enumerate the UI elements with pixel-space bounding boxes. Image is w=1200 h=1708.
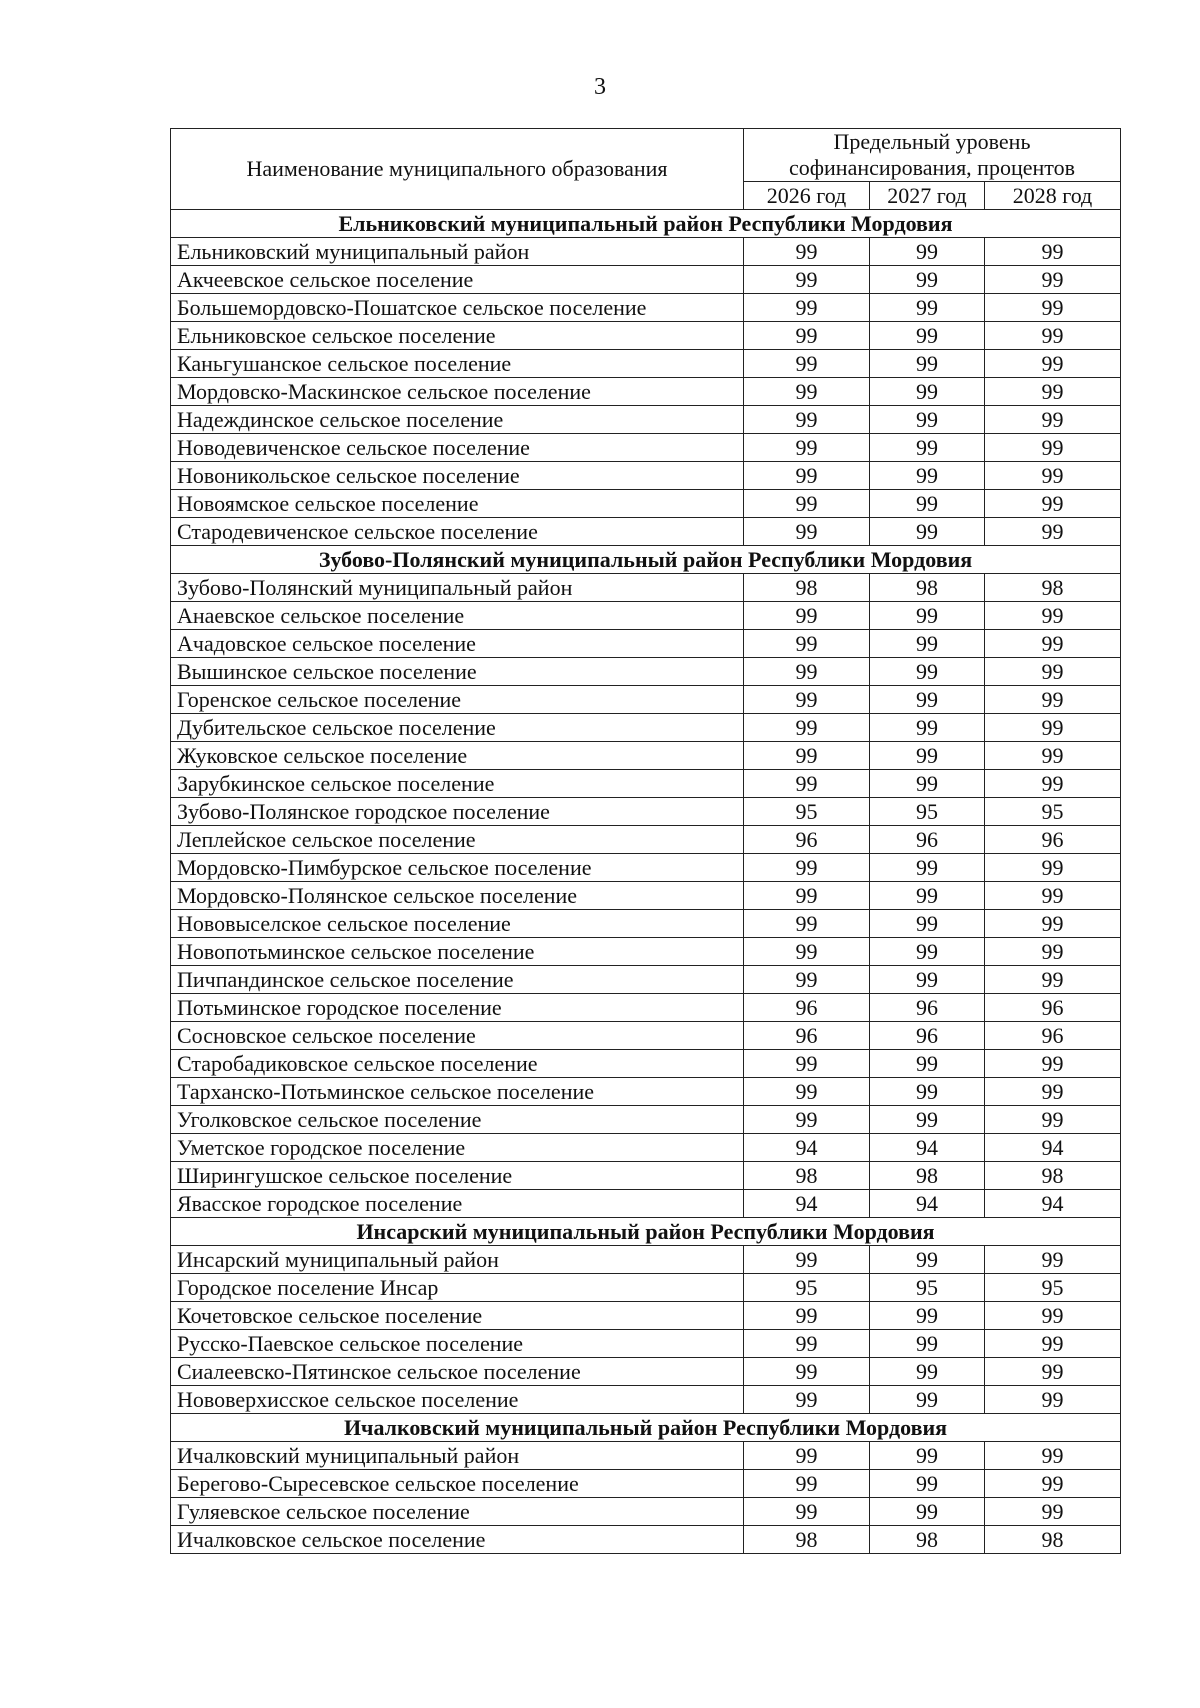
table-row [171,966,1121,994]
table-row [171,630,1121,658]
value-2026: 94 [744,1190,870,1218]
value-2026: 98 [744,1526,870,1554]
value-2027: 99 [870,1302,985,1330]
value-2027: 94 [870,1190,985,1218]
value-2027: 99 [870,966,985,994]
header-level-column: Предельный уровень софинансирования, процентов [744,129,1121,182]
table-row [171,462,1121,490]
value-2026: 99 [744,1106,870,1134]
value-2027: 99 [870,882,985,910]
value-2027: 99 [870,658,985,686]
value-2027: 99 [870,518,985,546]
value-2027: 99 [870,1386,985,1414]
value-2028: 99 [985,406,1121,434]
value-2028: 99 [985,378,1121,406]
value-2026: 96 [744,994,870,1022]
value-2028: 96 [985,826,1121,854]
municipality-name: Каньгушанское сельское поселение [171,350,744,378]
value-2027: 99 [870,434,985,462]
table-row [171,294,1121,322]
municipality-name: Ельниковское сельское поселение [171,322,744,350]
value-2026: 99 [744,686,870,714]
value-2028: 99 [985,1358,1121,1386]
value-2028: 99 [985,294,1121,322]
value-2028: 99 [985,966,1121,994]
value-2027: 99 [870,266,985,294]
municipality-name: Новодевиченское сельское поселение [171,434,744,462]
table-row [171,770,1121,798]
table-row [171,602,1121,630]
table-row [171,714,1121,742]
value-2026: 99 [744,966,870,994]
table-body [171,210,1121,1554]
value-2028: 99 [985,742,1121,770]
value-2026: 99 [744,378,870,406]
section-title: Зубово-Полянский муниципальный район Республики Мордовия [171,546,1121,574]
value-2028: 99 [985,770,1121,798]
table-row [171,322,1121,350]
value-2026: 99 [744,630,870,658]
value-2026: 99 [744,294,870,322]
value-2027: 98 [870,1162,985,1190]
value-2026: 99 [744,322,870,350]
table-row [171,1106,1121,1134]
municipality-name: Инсарский муниципальный район [171,1246,744,1274]
value-2026: 99 [744,1498,870,1526]
municipality-name: Кочетовское сельское поселение [171,1302,744,1330]
municipality-name: Городское поселение Инсар [171,1274,744,1302]
municipality-name: Новоникольское сельское поселение [171,462,744,490]
table-row [171,1442,1121,1470]
value-2027: 99 [870,714,985,742]
table-row [171,1190,1121,1218]
municipality-name: Мордовско-Пимбурское сельское поселение [171,854,744,882]
value-2027: 99 [870,686,985,714]
municipality-name: Стародевиченское сельское поселение [171,518,744,546]
value-2028: 94 [985,1190,1121,1218]
table-row [171,574,1121,602]
section-header-row [171,1218,1121,1246]
value-2028: 98 [985,574,1121,602]
value-2026: 99 [744,350,870,378]
table-row [171,238,1121,266]
value-2028: 99 [985,630,1121,658]
value-2028: 99 [985,658,1121,686]
municipality-name: Явасское городское поселение [171,1190,744,1218]
value-2028: 99 [985,1078,1121,1106]
value-2027: 99 [870,406,985,434]
municipality-name: Леплейское сельское поселение [171,826,744,854]
table-row [171,1274,1121,1302]
table-row [171,882,1121,910]
table-row [171,434,1121,462]
value-2027: 99 [870,322,985,350]
header-year-2027: 2027 год [870,182,985,210]
value-2028: 99 [985,322,1121,350]
value-2028: 98 [985,1162,1121,1190]
municipality-name: Ичалковское сельское поселение [171,1526,744,1554]
municipality-name: Новопотьминское сельское поселение [171,938,744,966]
municipality-name: Ширингушское сельское поселение [171,1162,744,1190]
value-2027: 96 [870,826,985,854]
section-title: Ельниковский муниципальный район Республики Мордовия [171,210,1121,238]
table-row [171,1162,1121,1190]
header-row [171,129,1121,182]
value-2026: 99 [744,910,870,938]
value-2028: 96 [985,1022,1121,1050]
value-2028: 98 [985,1526,1121,1554]
value-2026: 99 [744,658,870,686]
value-2028: 99 [985,1050,1121,1078]
value-2027: 99 [870,742,985,770]
value-2026: 95 [744,798,870,826]
municipality-name: Акчеевское сельское поселение [171,266,744,294]
value-2026: 99 [744,882,870,910]
section-title: Ичалковский муниципальный район Республики Мордовия [171,1414,1121,1442]
value-2027: 99 [870,630,985,658]
table-row [171,1470,1121,1498]
value-2027: 96 [870,994,985,1022]
value-2028: 99 [985,1330,1121,1358]
header-name-column: Наименование муниципального образования [171,129,744,210]
value-2028: 99 [985,938,1121,966]
table-row [171,1386,1121,1414]
value-2026: 94 [744,1134,870,1162]
value-2027: 99 [870,602,985,630]
value-2027: 99 [870,770,985,798]
value-2026: 99 [744,1050,870,1078]
section-header-row [171,1414,1121,1442]
table-row [171,1498,1121,1526]
value-2026: 99 [744,770,870,798]
municipality-name: Сиалеевско-Пятинское сельское поселение [171,1358,744,1386]
table-row [171,1358,1121,1386]
value-2026: 99 [744,1246,870,1274]
value-2027: 98 [870,574,985,602]
municipality-name: Новоямское сельское поселение [171,490,744,518]
municipality-name: Анаевское сельское поселение [171,602,744,630]
value-2026: 99 [744,406,870,434]
value-2027: 99 [870,1050,985,1078]
value-2026: 96 [744,1022,870,1050]
value-2026: 99 [744,602,870,630]
municipality-name: Мордовско-Полянское сельское поселение [171,882,744,910]
table-row [171,1022,1121,1050]
table-row [171,1526,1121,1554]
value-2026: 99 [744,742,870,770]
section-header-row [171,210,1121,238]
value-2027: 98 [870,1526,985,1554]
table-row [171,1302,1121,1330]
value-2028: 99 [985,1106,1121,1134]
municipality-name: Жуковское сельское поселение [171,742,744,770]
table-row [171,854,1121,882]
municipality-name: Ельниковский муниципальный район [171,238,744,266]
value-2028: 99 [985,854,1121,882]
table-row [171,686,1121,714]
value-2026: 98 [744,1162,870,1190]
table-row [171,1330,1121,1358]
municipality-name: Мордовско-Маскинское сельское поселение [171,378,744,406]
header-year-2028: 2028 год [985,182,1121,210]
value-2027: 99 [870,1442,985,1470]
table-row [171,266,1121,294]
value-2026: 98 [744,574,870,602]
value-2026: 99 [744,266,870,294]
value-2027: 99 [870,238,985,266]
value-2027: 99 [870,1246,985,1274]
value-2026: 99 [744,854,870,882]
value-2026: 95 [744,1274,870,1302]
value-2028: 99 [985,1498,1121,1526]
value-2027: 99 [870,1498,985,1526]
section-title: Инсарский муниципальный район Республики Мордовия [171,1218,1121,1246]
value-2026: 99 [744,1358,870,1386]
value-2027: 99 [870,854,985,882]
value-2028: 99 [985,1302,1121,1330]
value-2028: 99 [985,266,1121,294]
municipality-name: Уголковское сельское поселение [171,1106,744,1134]
table-row [171,798,1121,826]
value-2028: 99 [985,1386,1121,1414]
table-row [171,910,1121,938]
value-2027: 99 [870,1330,985,1358]
table-row [171,994,1121,1022]
value-2027: 99 [870,294,985,322]
table-row [171,490,1121,518]
municipality-name: Большемордовско-Пошатское сельское поселение [171,294,744,322]
value-2028: 99 [985,882,1121,910]
value-2028: 96 [985,994,1121,1022]
value-2026: 99 [744,1330,870,1358]
value-2026: 99 [744,1442,870,1470]
municipality-name: Потьминское городское поселение [171,994,744,1022]
value-2026: 99 [744,462,870,490]
value-2026: 96 [744,826,870,854]
municipality-name: Зубово-Полянский муниципальный район [171,574,744,602]
table-row [171,1246,1121,1274]
value-2027: 99 [870,910,985,938]
table-row [171,742,1121,770]
municipality-name: Тарханско-Потьминское сельское поселение [171,1078,744,1106]
value-2026: 99 [744,434,870,462]
page-number: 3 [594,74,606,100]
municipality-name: Пичпандинское сельское поселение [171,966,744,994]
value-2027: 99 [870,1358,985,1386]
municipality-name: Ачадовское сельское поселение [171,630,744,658]
municipality-name: Старобадиковское сельское поселение [171,1050,744,1078]
value-2027: 96 [870,1022,985,1050]
value-2028: 99 [985,490,1121,518]
municipality-name: Надеждинское сельское поселение [171,406,744,434]
table-row [171,1050,1121,1078]
value-2028: 95 [985,798,1121,826]
cofinancing-table [170,128,1121,1554]
table-row [171,1078,1121,1106]
header-year-2026: 2026 год [744,182,870,210]
municipality-name: Вышинское сельское поселение [171,658,744,686]
municipality-name: Зубово-Полянское городское поселение [171,798,744,826]
table-row [171,406,1121,434]
value-2027: 95 [870,1274,985,1302]
value-2027: 99 [870,490,985,518]
value-2027: 99 [870,938,985,966]
table-row [171,378,1121,406]
municipality-name: Уметское городское поселение [171,1134,744,1162]
value-2028: 99 [985,602,1121,630]
table-row [171,658,1121,686]
value-2026: 99 [744,1386,870,1414]
municipality-name: Дубительское сельское поселение [171,714,744,742]
value-2027: 99 [870,378,985,406]
value-2026: 99 [744,1470,870,1498]
value-2028: 99 [985,1442,1121,1470]
value-2028: 99 [985,714,1121,742]
value-2028: 99 [985,518,1121,546]
value-2026: 99 [744,518,870,546]
table-row [171,1134,1121,1162]
value-2027: 99 [870,1470,985,1498]
value-2028: 94 [985,1134,1121,1162]
value-2028: 99 [985,686,1121,714]
value-2027: 99 [870,462,985,490]
value-2027: 99 [870,350,985,378]
municipality-name: Русско-Паевское сельское поселение [171,1330,744,1358]
municipality-name: Берегово-Сыресевское сельское поселение [171,1470,744,1498]
table-row [171,826,1121,854]
value-2026: 99 [744,238,870,266]
municipality-name: Горенское сельское поселение [171,686,744,714]
value-2028: 99 [985,238,1121,266]
municipality-name: Гуляевское сельское поселение [171,1498,744,1526]
value-2026: 99 [744,1302,870,1330]
municipality-name: Сосновское сельское поселение [171,1022,744,1050]
value-2026: 99 [744,714,870,742]
section-header-row [171,546,1121,574]
value-2028: 99 [985,910,1121,938]
value-2026: 99 [744,490,870,518]
value-2026: 99 [744,1078,870,1106]
value-2028: 99 [985,434,1121,462]
value-2027: 99 [870,1106,985,1134]
table-row [171,350,1121,378]
table-row [171,518,1121,546]
municipality-name: Зарубкинское сельское поселение [171,770,744,798]
value-2027: 94 [870,1134,985,1162]
municipality-name: Ичалковский муниципальный район [171,1442,744,1470]
municipality-name: Нововерхисское сельское поселение [171,1386,744,1414]
value-2027: 95 [870,798,985,826]
value-2028: 99 [985,1470,1121,1498]
table-row [171,938,1121,966]
value-2028: 99 [985,462,1121,490]
value-2027: 99 [870,1078,985,1106]
municipality-name: Нововыселское сельское поселение [171,910,744,938]
value-2028: 95 [985,1274,1121,1302]
value-2028: 99 [985,1246,1121,1274]
value-2028: 99 [985,350,1121,378]
value-2026: 99 [744,938,870,966]
